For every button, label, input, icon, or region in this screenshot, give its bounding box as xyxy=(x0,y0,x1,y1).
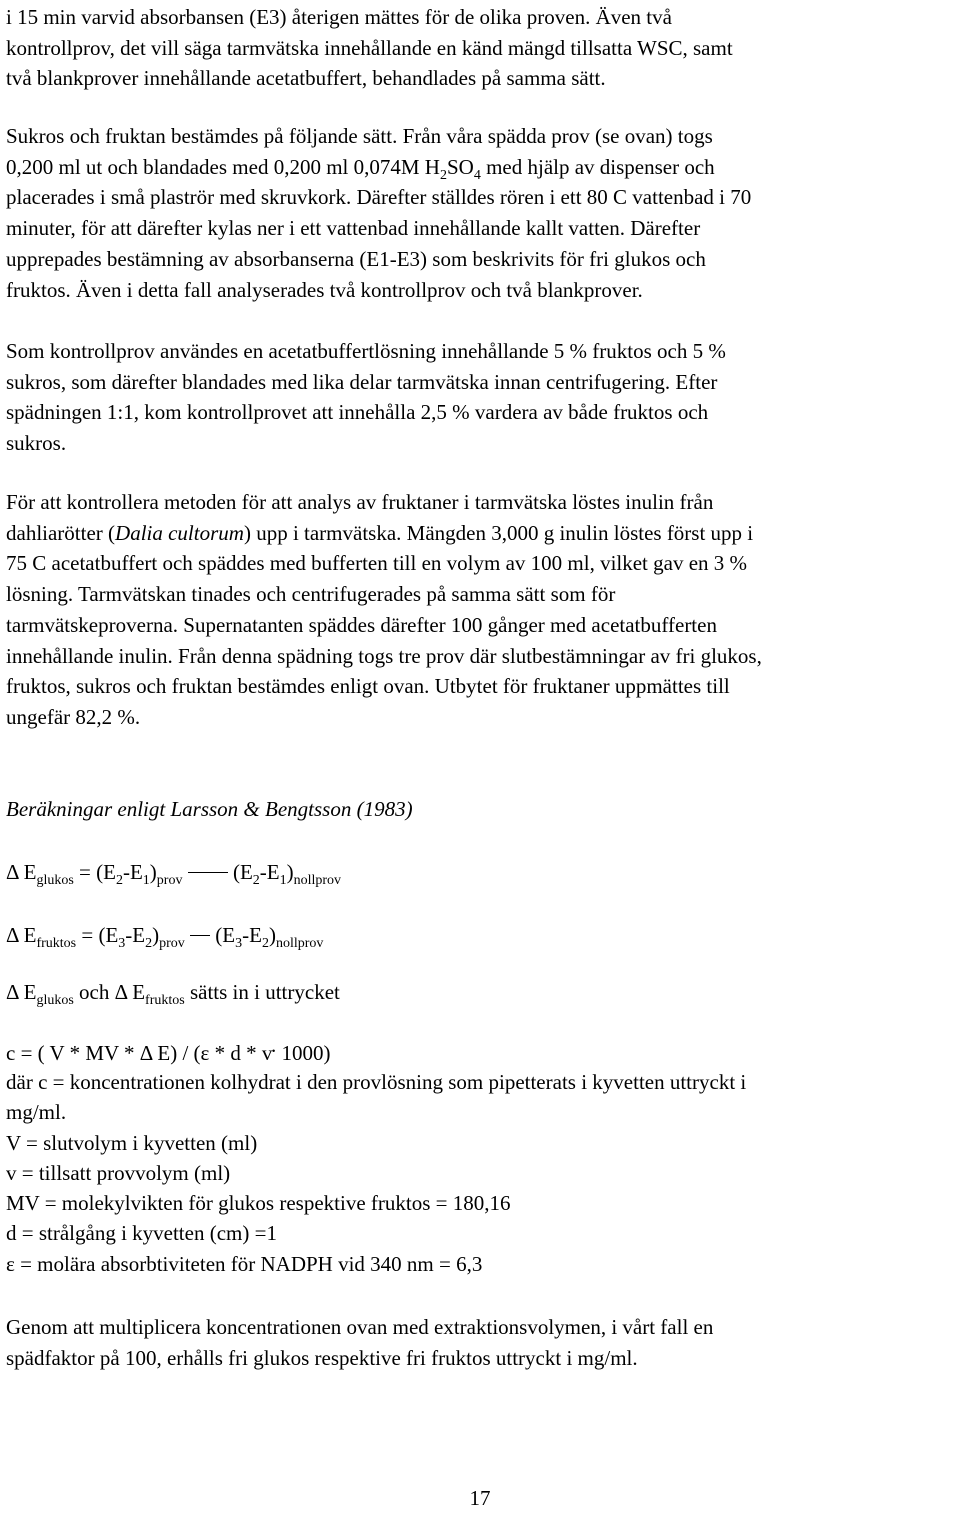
paragraph-multiplication xyxy=(6,1312,956,1373)
delta-symbol: Δ xyxy=(139,1041,153,1065)
eq-term: -E xyxy=(242,923,262,947)
species-name: Dalia cultorum xyxy=(115,520,244,545)
raised-dot: . xyxy=(271,1033,277,1057)
equation-substitution xyxy=(6,977,340,1007)
eq-term: -E xyxy=(259,860,280,884)
definition-line: ε = molära absorbtiviteten för NADPH vid 340 nm = 6,3 xyxy=(6,1251,483,1276)
subscript: fruktos xyxy=(36,936,77,951)
text-line: kontrollprov, det vill säga tarmvätska innehållande en känd mängd tillsatta WSC, samt xyxy=(6,35,733,60)
eq-term: (E xyxy=(227,860,253,884)
eq-term: (E xyxy=(210,923,236,947)
subscript: 2 xyxy=(439,167,447,183)
subscript: 1 xyxy=(279,873,287,888)
text-span: dahliarötter ( xyxy=(6,520,116,545)
text-line: För att kontrollera metoden för att analys av fruktaner i tarmvätska löstes inulin från xyxy=(6,490,714,514)
eq-term: E) / (ε * d * v xyxy=(152,1041,271,1065)
minus-dash xyxy=(188,872,228,873)
eq-term: E xyxy=(18,980,37,1004)
eq-term: 1000) xyxy=(276,1041,331,1065)
subscript: prov xyxy=(156,873,183,888)
text-line: tarmvätskeproverna. Supernatanten späddes därefter 100 gånger med acetatbufferten xyxy=(6,612,717,637)
text-line: i 15 min varvid absorbansen (E3) återigen mättes för de olika proven. Även två xyxy=(6,5,672,29)
eq-term: -E xyxy=(122,860,143,884)
page-number: 17 xyxy=(469,1486,491,1510)
eq-term: ) xyxy=(152,923,160,947)
definition-line: d = strålgång i kyvetten (cm) =1 xyxy=(6,1221,277,1246)
subscript: 4 xyxy=(473,167,481,183)
delta-symbol: Δ xyxy=(6,980,19,1004)
concentration-formula xyxy=(6,1033,331,1068)
subscript: prov xyxy=(159,936,185,951)
equation-glukos xyxy=(6,857,341,887)
definition-line: där c = koncentrationen kolhydrat i den provlösning som pipetterats i kyvetten uttryckt i xyxy=(6,1070,747,1094)
subscript: 2 xyxy=(115,873,123,888)
subscript: glukos xyxy=(36,993,74,1008)
text-line: innehållande inulin. Från denna spädning togs tre prov där slutbestämningar av fri glukos, xyxy=(6,643,762,668)
paragraph-inulin xyxy=(6,487,956,733)
subscript: fruktos xyxy=(145,993,185,1008)
subscript: 2 xyxy=(145,936,153,951)
subscript: 2 xyxy=(252,873,260,888)
definition-line: V = slutvolym i kyvetten (ml) xyxy=(6,1130,258,1155)
eq-term: E xyxy=(23,860,37,884)
eq-term: E xyxy=(126,980,146,1004)
text-line: upprepades bestämning av absorbanserna (E1-E3) som beskrivits för fri glukos och xyxy=(6,246,706,271)
text-line: spädningen 1:1, kom kontrollprovet att innehålla 2,5 % vardera av både fruktos och xyxy=(6,400,709,425)
delta-symbol: Δ xyxy=(6,923,19,947)
text-line: ungefär 82,2 %. xyxy=(6,704,141,729)
eq-term: ) xyxy=(286,860,294,884)
eq-term: ) xyxy=(268,923,276,947)
subscript: nollprov xyxy=(275,936,324,951)
text-line: spädfaktor på 100, erhålls fri glukos respektive fri fruktos uttryckt i mg/ml. xyxy=(6,1345,638,1370)
delta-symbol: Δ xyxy=(114,980,127,1004)
paragraph-absorbance xyxy=(6,2,956,94)
subscript: glukos xyxy=(36,873,74,888)
eq-term: och xyxy=(73,980,115,1004)
text-span: med hjälp av dispenser och xyxy=(480,154,715,179)
text-line: fruktos. Även i detta fall analyserades två kontrollprov och två blankprover. xyxy=(6,277,643,302)
eq-term: E xyxy=(23,923,37,947)
text-line: Sukros och fruktan bestämdes på följande sätt. Från våra spädda prov (se ovan) togs xyxy=(6,124,713,148)
text-line: två blankprover innehållande acetatbuffert, behandlades på samma sätt. xyxy=(6,66,606,91)
text-line: sukros. xyxy=(6,431,67,456)
text-line: 75 C acetatbuffert och späddes med bufferten till en volym av 100 ml, vilket gav en 3 % xyxy=(6,551,748,576)
eq-term: = (E xyxy=(73,860,116,884)
subscript: nollprov xyxy=(293,873,342,888)
variable-definitions xyxy=(6,1067,956,1279)
text-line: fruktos, sukros och fruktan bestämdes enligt ovan. Utbytet för fruktaner uppmättes till xyxy=(6,674,730,699)
text-line-with-italic xyxy=(6,518,956,549)
text-span: ) upp i tarmvätska. Mängden 3,000 g inulin löstes först upp i xyxy=(243,520,754,545)
section-heading: Beräkningar enligt Larsson & Bengtsson (1983) xyxy=(6,797,413,821)
definition-line: v = tillsatt provvolym (ml) xyxy=(6,1160,231,1185)
text-span: 0,200 ml ut och blandades med 0,200 ml 0,074M H xyxy=(6,154,440,179)
eq-term: c = ( V * MV * xyxy=(6,1041,140,1065)
subscript: 1 xyxy=(142,873,150,888)
eq-term: ) xyxy=(149,860,157,884)
text-line: minuter, för att därefter kylas ner i ett vattenbad innehållande kallt vatten. Därefter xyxy=(6,216,701,241)
paragraph-sukros-fruktan xyxy=(6,121,956,305)
delta-symbol: Δ xyxy=(6,860,19,884)
subscript: 3 xyxy=(235,936,243,951)
equation-fruktos xyxy=(6,920,323,950)
text-line: placerades i små plaströr med skruvkork. Därefter ställdes rören i ett 80 C vattenbad i 70 xyxy=(6,185,752,210)
paragraph-kontrollprov xyxy=(6,336,956,459)
minus-dash xyxy=(190,935,210,936)
text-line: Som kontrollprov användes en acetatbuffertlösning innehållande 5 % fruktos och 5 % xyxy=(6,339,726,363)
text-span: SO xyxy=(446,154,474,179)
text-line: Genom att multiplicera koncentrationen ovan med extraktionsvolymen, i vårt fall en xyxy=(6,1315,714,1339)
text-line: lösning. Tarmvätskan tinades och centrifugerades på samma sätt som för xyxy=(6,582,616,607)
definition-line: mg/ml. xyxy=(6,1100,67,1125)
eq-term: sätts in i uttrycket xyxy=(184,980,340,1004)
subscript: 2 xyxy=(261,936,269,951)
subscript: 3 xyxy=(118,936,126,951)
eq-term: -E xyxy=(125,923,146,947)
definition-line: MV = molekylvikten för glukos respektive fruktos = 180,16 xyxy=(6,1191,511,1216)
text-line: sukros, som därefter blandades med lika delar tarmvätska innan centrifugering. Efter xyxy=(6,369,718,394)
text-line-with-formula xyxy=(6,152,956,183)
eq-term: = (E xyxy=(76,923,119,947)
